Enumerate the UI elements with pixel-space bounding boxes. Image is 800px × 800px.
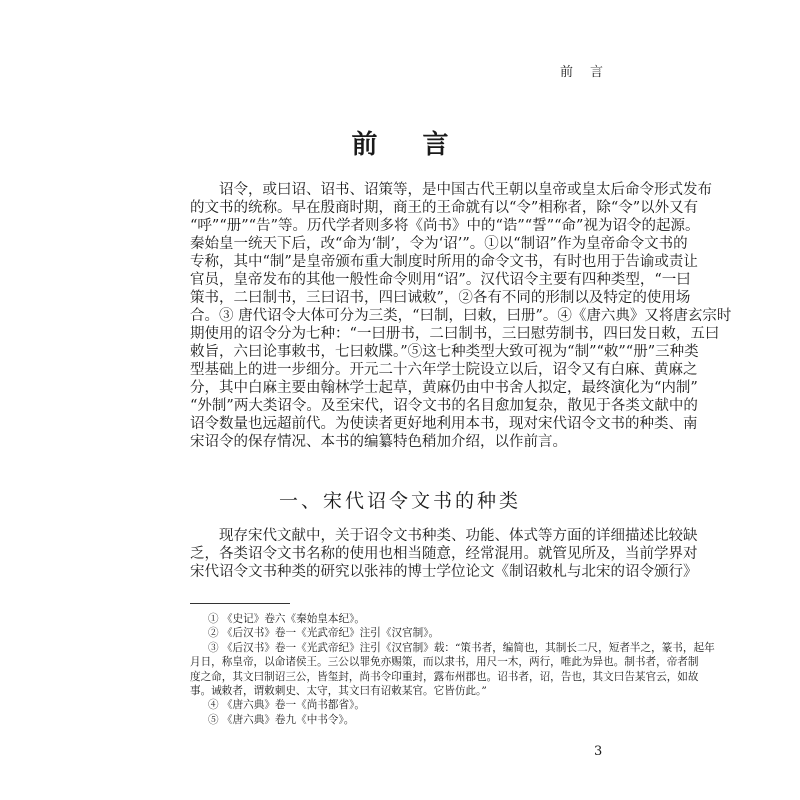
text-line: 宋代诏令文书种类的研究以张祎的博士学位论文《制诏敕札与北宋的诏令颁行》	[190, 564, 698, 580]
footnote: ② 《后汉书》卷一《光武帝纪》注引《汉官制》。	[208, 627, 440, 640]
footnote-continuation: 事。诫敕者，谓敕刺史、太守，其文曰有诏敕某官。它皆仿此。”	[190, 684, 487, 697]
intro-paragraph	[190, 181, 732, 451]
page-number: 3	[594, 744, 603, 759]
text-line: “呼”“册”“告”等。历代学者则多将《尚书》中的“诰”“誓”“命”视为诏令的起源。	[190, 218, 700, 234]
footnote: ⑤ 《唐六典》卷九《中书令》。	[208, 713, 355, 726]
text-line: 秦始皇一统天下后，改“命为‘制’，令为‘诏’”。①以“制诏”作为皇帝命令文书的	[190, 236, 688, 252]
footnote: ① 《史记》卷六《秦始皇本纪》。	[208, 613, 365, 625]
section-paragraph	[190, 527, 698, 581]
text-line: 官员，皇帝发布的其他一般性命令则用“诏”。汉代诏令主要有四种类型，“一曰	[190, 272, 691, 288]
page-title: 前 言	[351, 130, 467, 160]
text-line: 型基础上的进一步细分。开元二十六年学士院设立以后，诏令又有白麻、黄麻之	[190, 362, 698, 378]
footnote: ③ 《后汉书》卷一《光武帝纪》注引《汉官制》载：“策书者，编简也，其制长二尺，短者半之，篆书，起年	[208, 641, 715, 654]
footnote-continuation: 度之命，其文曰制诏三公，皆玺封，尚书令印重封，露布州郡也。诏书者，诏，告也，其文曰告某官云，如故	[190, 670, 699, 683]
text-line: “外制”两大类诏令。及至宋代，诏令文书的名目愈加复杂，散见于各类文献中的	[190, 398, 698, 414]
text-line: 诏令数量也远超前代。为使读者更好地利用本书，现对宋代诏令文书的种类、南	[190, 416, 698, 432]
text-line: 敕旨，六曰论事敕书，七曰敕牒。”⑤这七种类型大致可视为“制”“敕”“册”三种类	[190, 344, 699, 360]
text-line: 合。③ 唐代诏令大体可分为三类，“曰制，曰敕，曰册”。④《唐六典》又将唐玄宗时	[190, 308, 732, 324]
footnote-continuation: 月日，称皇帝，以命诸侯王。三公以罪免亦赐策，而以隶书，用尺一木，两行，唯此为异也。制书者，帝者制	[190, 656, 699, 669]
text-line: 期使用的诏令分为七种：“一曰册书，二曰制书，三曰慰劳制书，四曰发日敕，五曰	[190, 326, 720, 342]
text-line: 现存宋代文献中，关于诏令文书种类、功能、体式等方面的详细描述比较缺	[219, 528, 698, 544]
text-line: 乏，各类诏令文书名称的使用也相当随意，经常混用。就管见所及，当前学界对	[190, 546, 698, 562]
text-line: 诏令，或曰诏、诏书、诏策等，是中国古代王朝以皇帝或皇太后命令形式发布	[219, 182, 712, 198]
running-header: 前 言	[560, 65, 605, 80]
footnote: ④ 《唐六典》卷一《尚书都省》。	[208, 699, 365, 712]
section-heading: 一、宋代诏令文书的种类	[278, 490, 521, 512]
text-line: 专称，其中“制”是皇帝颁布重大制度时所用的命令文书，有时也用于告谕或责让	[190, 254, 698, 270]
footnotes	[190, 612, 715, 727]
text-line: 宋诏令的保存情况、本书的编纂特色稍加介绍，以作前言。	[190, 434, 567, 450]
text-line: 策书，二曰制书，三曰诏书，四曰诫敕”，②各有不同的形制以及特定的使用场	[190, 290, 691, 306]
footnote-divider	[190, 603, 290, 604]
text-line: 分，其中白麻主要由翰林学士起草，黄麻仍由中书舍人拟定，最终演化为“内制”	[190, 380, 698, 396]
text-line: 的文书的统称。早在殷商时期，商王的王命就有以“令”相称者，除“令”以外又有	[190, 200, 699, 216]
